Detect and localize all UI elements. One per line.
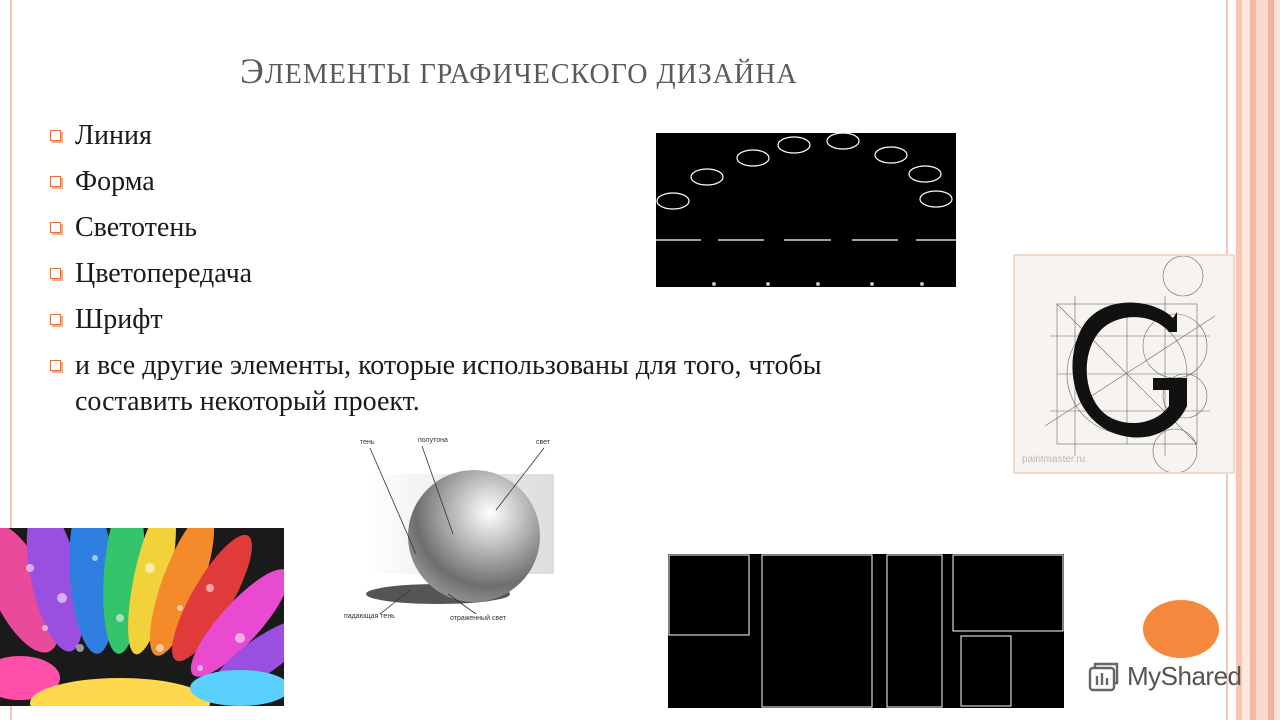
bullet-text: Форма bbox=[75, 166, 155, 197]
letter-g-construction bbox=[1015, 256, 1233, 472]
watermark-text: paintmaster.ru bbox=[1022, 454, 1086, 465]
blocks-composition bbox=[668, 554, 1064, 708]
myshared-logo[interactable] bbox=[1087, 656, 1242, 696]
petals-image bbox=[0, 528, 284, 706]
title-initial: Э bbox=[240, 51, 265, 91]
lines-illustration bbox=[656, 133, 956, 287]
bullet-item bbox=[48, 302, 888, 338]
logo-text: MyShared bbox=[1127, 660, 1242, 691]
square-bullet-icon bbox=[50, 176, 61, 187]
square-bullet-icon bbox=[50, 314, 61, 325]
label-cast-shadow: падающая тень bbox=[344, 613, 395, 620]
bullet-text: Линия bbox=[75, 120, 152, 151]
title-rest: ЛЕМЕНТЫ ГРАФИЧЕСКОГО ДИЗАЙНА bbox=[264, 59, 798, 90]
label-shadow: тень bbox=[360, 439, 375, 446]
bullet-text: Шрифт bbox=[75, 304, 163, 335]
label-reflected-light: отраженный свет bbox=[450, 615, 506, 622]
lines-image bbox=[656, 133, 956, 287]
bullet-text: Светотень bbox=[75, 212, 198, 243]
label-halftone: полутона bbox=[418, 437, 448, 444]
decorative-stripes bbox=[1228, 0, 1280, 720]
square-bullet-icon bbox=[50, 360, 61, 371]
square-bullet-icon bbox=[50, 222, 61, 233]
letter-g-image bbox=[1013, 254, 1235, 474]
colorful-petals bbox=[0, 528, 284, 706]
myshared-logo-icon bbox=[1087, 659, 1121, 693]
sphere-image bbox=[338, 434, 562, 626]
slide-title bbox=[240, 50, 1040, 92]
bullet-text: и все другие элементы, которые использованы для того, чтобы составить некоторый проект. bbox=[75, 350, 822, 417]
orange-circle-decoration bbox=[1143, 600, 1219, 658]
label-light: свет bbox=[536, 439, 551, 446]
bullet-text: Цветопередача bbox=[75, 258, 253, 289]
bullet-item bbox=[48, 348, 888, 420]
square-bullet-icon bbox=[50, 130, 61, 141]
square-bullet-icon bbox=[50, 268, 61, 279]
blocks-image bbox=[668, 554, 1064, 708]
sphere-illustration bbox=[338, 434, 562, 626]
